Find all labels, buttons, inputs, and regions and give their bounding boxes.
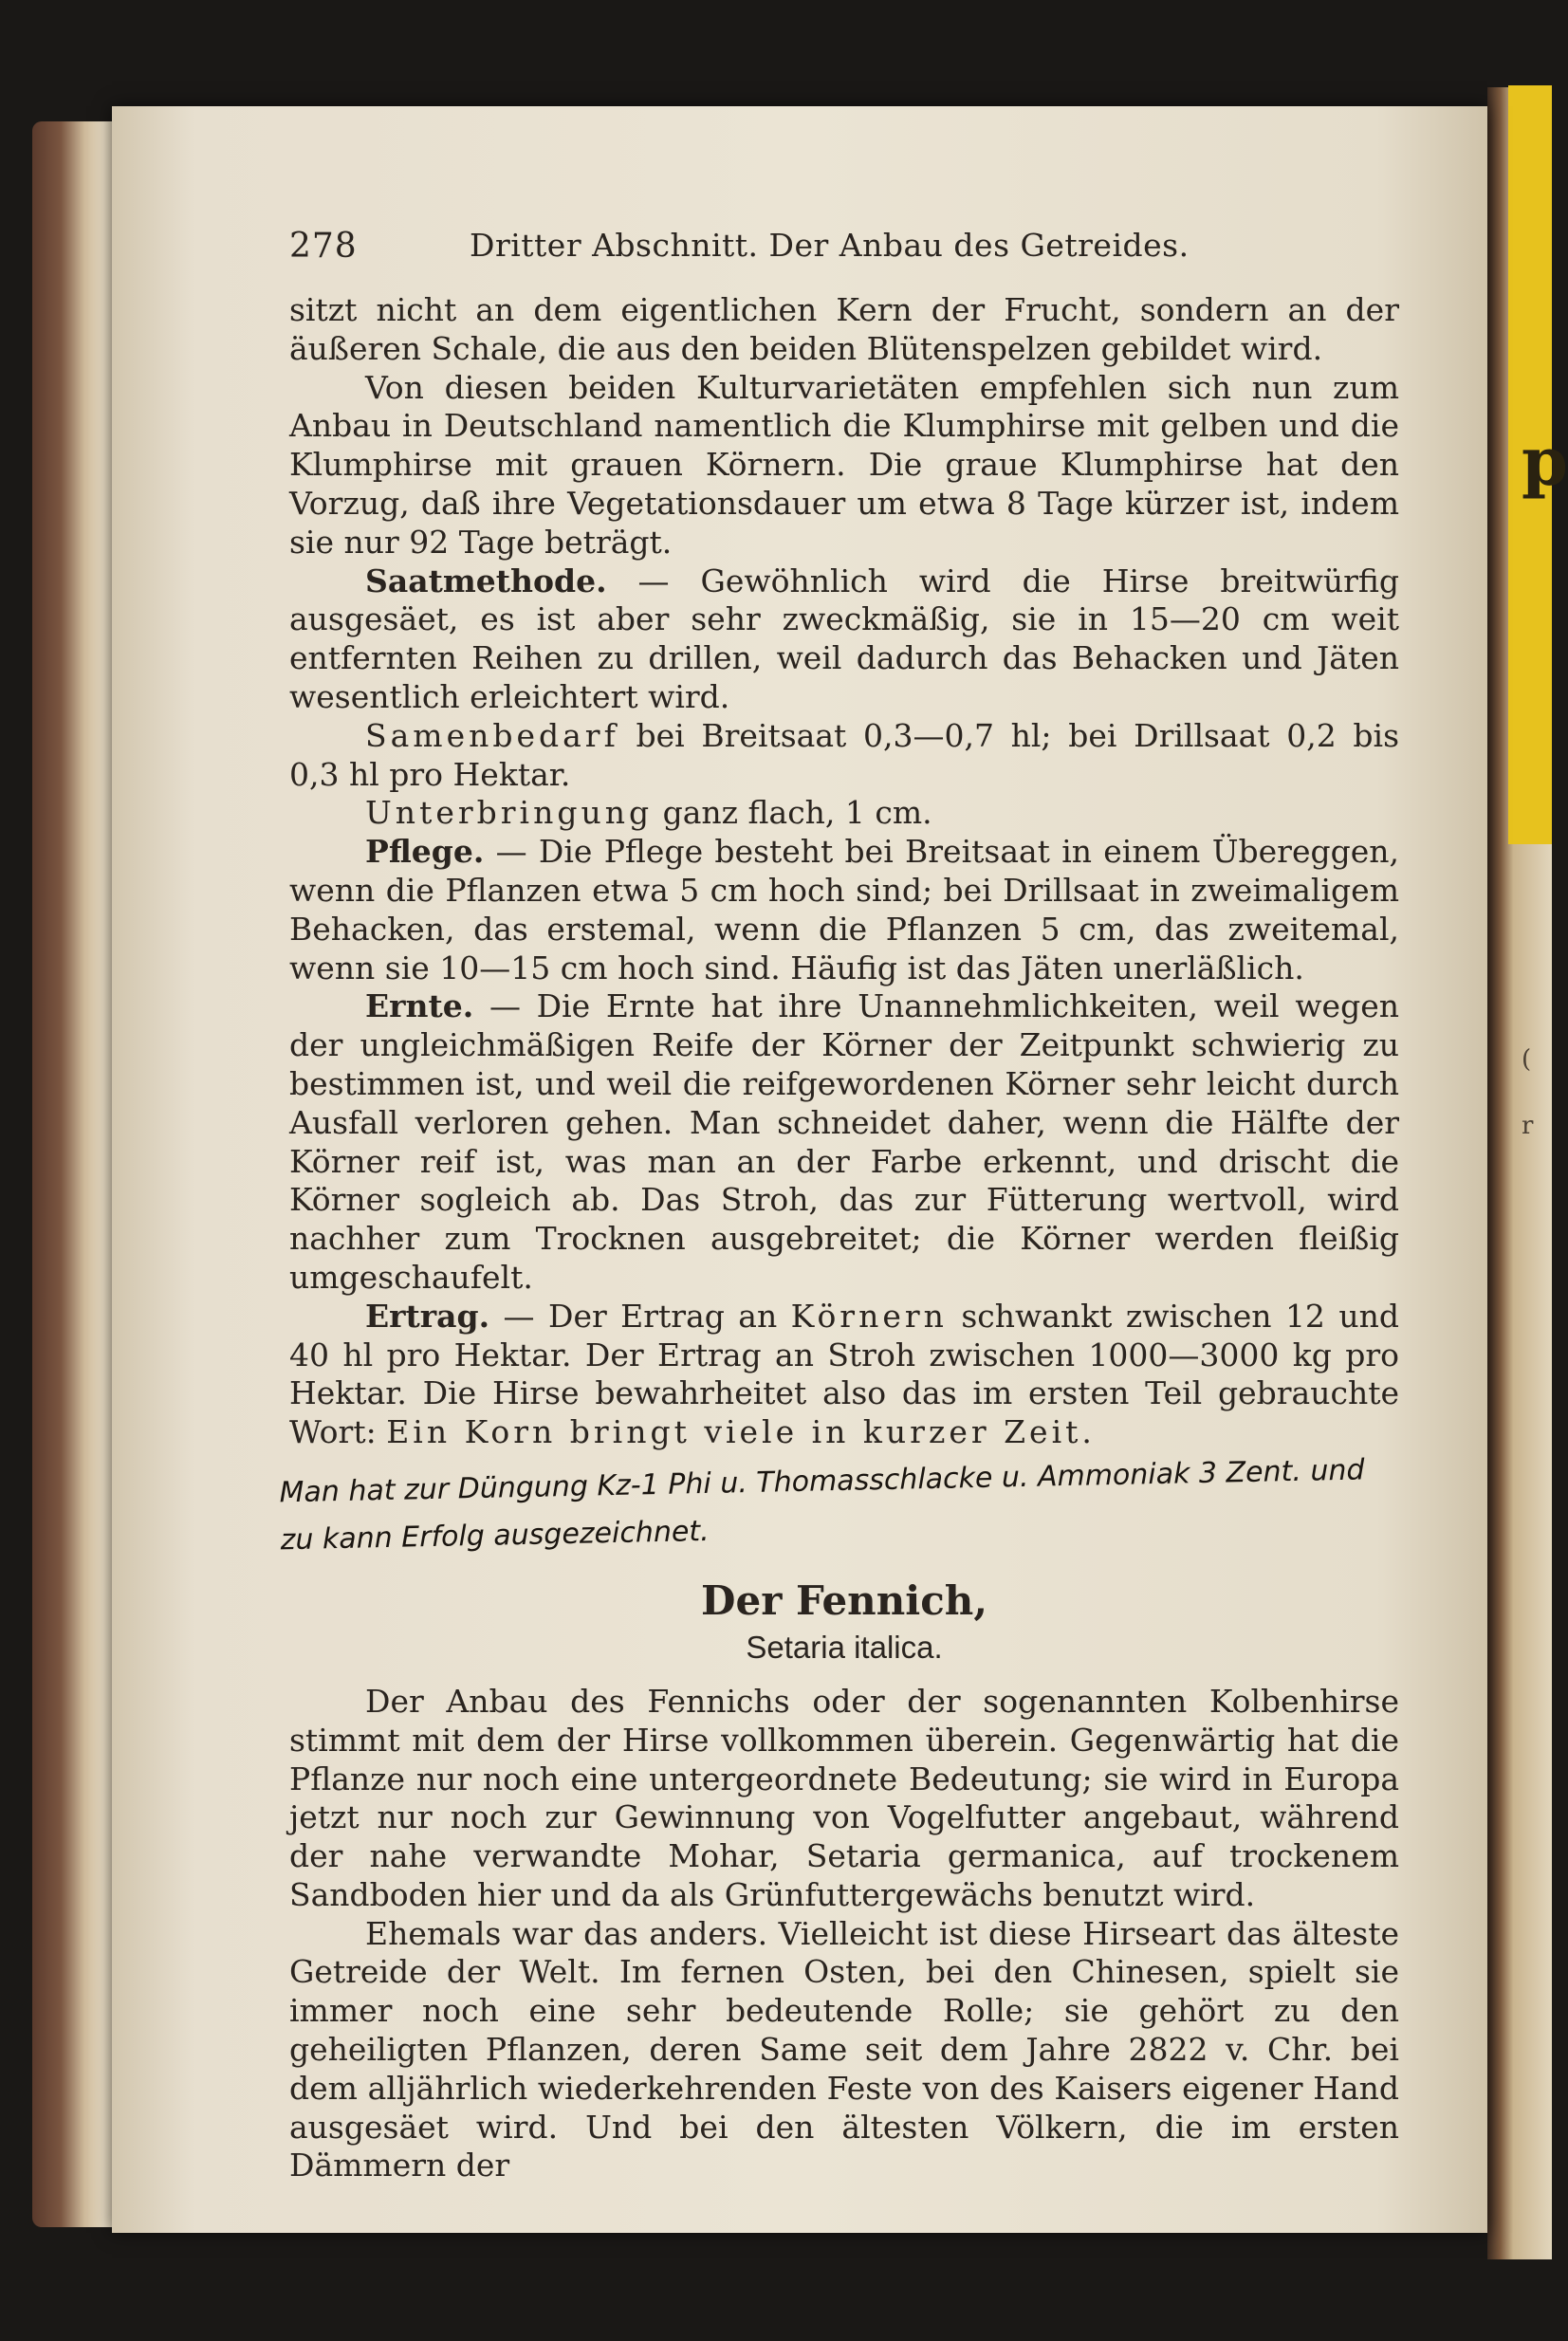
unterbringung-text: ganz flach, 1 cm. bbox=[653, 794, 932, 832]
fennich-text bbox=[289, 1683, 1399, 2185]
paragraph: Von diesen beiden Kulturvarietäten empfehlen sich nun zum Anbau in Deutschland namentlich die Klumphirse mit gelben und die Klumphirse mit grauen Körnern. Die graue Klumphirse hat den Vorzug, daß ihre Vegetationsdauer um etwa 8 Tage kürzer ist, indem sie nur 92 Tage beträgt. bbox=[289, 368, 1399, 561]
handwritten-line: zu kann Erfolg ausgezeichnet. bbox=[280, 1514, 710, 1558]
page-number: 278 bbox=[289, 227, 358, 266]
paragraph: Ehemals war das anders. Vielleicht ist diese Hirseart das älteste Getreide der Welt. Im fernen Osten, bei den Chinesen, spielt sie immer noch eine sehr bedeutende Rolle; sie gehört zu den geheiligten Pflanzen, deren Same seit dem Jahre 2822 v. Chr. bei dem alljährlich wiederkehrenden Feste von des Kaisers eigener Hand ausgesäet wird. Und bei den ältesten Völkern, die im ersten Dämmern der bbox=[289, 1914, 1399, 2184]
section-title: Der Fennich, bbox=[701, 1576, 987, 1624]
bookmark-glyph: p bbox=[1522, 422, 1568, 501]
samenbedarf-text: bei Breitsaat 0,3—0,7 hl; bei Drillsaat 0,2 bis 0,3 hl pro Hektar. bbox=[289, 716, 1399, 793]
body-text bbox=[289, 291, 1399, 1452]
handwritten-line: Man hat zur Düngung Kz-1 Phi u. Thomasschlacke u. Ammoniak 3 Zent. und bbox=[279, 1453, 1365, 1510]
heading-pflege: Pflege. bbox=[365, 833, 485, 871]
label-samenbedarf: Samenbedarf bbox=[365, 716, 619, 754]
next-page-fragment: r bbox=[1522, 1112, 1534, 1140]
heading-saatmethode: Saatmethode. bbox=[365, 562, 607, 599]
handwritten-note bbox=[279, 1447, 1400, 1565]
ertrag-text-2: schwankt zwischen 12 und 40 hl pro Hektar. Der Ertrag an Stroh zwischen 1000—3000 kg pro Hektar. Die Hirse bewahrheitet also das im ersten Teil gebrauchte Wort: bbox=[289, 1297, 1399, 1451]
latin-name: Setaria italica. bbox=[746, 1629, 943, 1665]
running-title: Dritter Abschnitt. Der Anbau des Getreides. bbox=[470, 227, 1190, 264]
paragraph: Der Anbau des Fennichs oder der sogenannten Kolbenhirse stimmt mit dem der Hirse vollkommen überein. Gegenwärtig hat die Pflanze nur noch eine untergeordnete Bedeutung; sie wird in Europa jetzt nur noch zur Gewinnung von Vogelfutter angebaut, während der nahe verwandte Mohar, Setaria germanica, auf trockenem Sandboden hier und da als Grünfuttergewächs benutzt wird. bbox=[289, 1682, 1399, 1913]
page-header bbox=[289, 213, 1399, 276]
heading-ertrag: Ertrag. bbox=[365, 1297, 490, 1335]
ertrag-text-1: — Der Ertrag an bbox=[489, 1297, 791, 1335]
paragraph-saatmethode bbox=[289, 562, 1399, 717]
bookmark-tab bbox=[1508, 85, 1568, 844]
heading-ernte: Ernte. bbox=[365, 987, 474, 1025]
next-page-fragment: ( bbox=[1522, 1045, 1532, 1074]
paragraph-ertrag bbox=[289, 1298, 1399, 1452]
ernte-text: — Die Ernte hat ihre Unannehmlichkeiten, weil wegen der ungleichmäßigen Reife der Körner der Zeitpunkt schwierig zu bestimmen ist, und weil die reifgewordenen Körner sehr leicht durch Ausfall verloren gehen. Man schneidet daher, wenn die Hälfte der Körner reif ist, was man an der Farbe erkennt, und drischt die Körner sogleich ab. Das Stroh, das zur Fütterung wertvoll, wird nachher zum Trocknen ausgebreitet; die Körner werden fleißig umgeschaufelt. bbox=[289, 987, 1399, 1296]
ertrag-spaced-2: Ein Korn bringt viele in kurzer Zeit. bbox=[386, 1413, 1096, 1451]
page-content bbox=[279, 213, 1399, 2185]
paragraph-pflege bbox=[289, 833, 1399, 987]
pflege-text: — Die Pflege besteht bei Breitsaat in einem Übereggen, wenn die Pflanzen etwa 5 cm hoch sind; bei Drillsaat in zweimaligem Behacken, das erstemal, wenn die Pflanzen 5 cm, das zweitemal, wenn sie 10—15 cm hoch sind. Häufig ist das Jäten unerläßlich. bbox=[289, 833, 1399, 986]
paragraph-samenbedarf bbox=[289, 717, 1399, 795]
label-unterbringung: Unterbringung bbox=[365, 794, 654, 832]
saatmethode-text: — Gewöhnlich wird die Hirse breitwürfig ausgesäet, es ist aber sehr zweckmäßig, sie in 15—20 cm weit entfernten Reihen zu drillen, weil dadurch das Behacken und Jäten wesentlich erleichtert wird. bbox=[289, 562, 1399, 715]
paragraph-ernte bbox=[289, 987, 1399, 1297]
paragraph: sitzt nicht an dem eigentlichen Kern der Frucht, sondern an der äußeren Schale, die aus den beiden Blütenspelzen gebildet wird. bbox=[289, 291, 1399, 367]
paragraph-unterbringung bbox=[289, 794, 1399, 833]
ertrag-spaced-1: Körnern bbox=[790, 1297, 948, 1335]
